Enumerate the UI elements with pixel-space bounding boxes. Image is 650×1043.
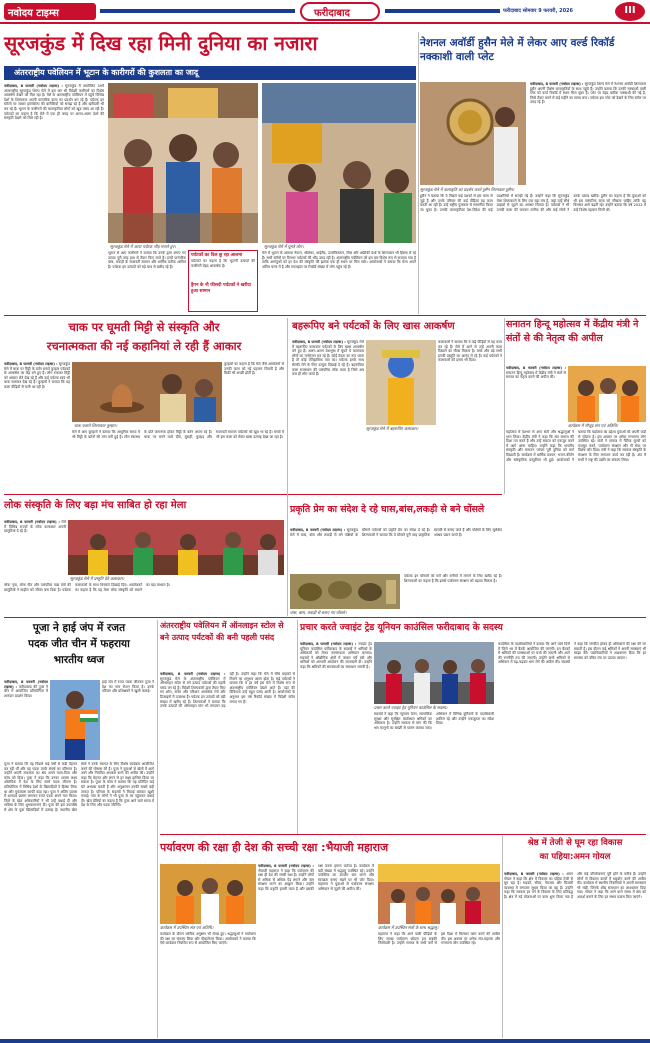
col-rule-1	[418, 32, 419, 314]
lok-headline-box	[4, 497, 284, 517]
puja-body-3: पूजा ने बताया कि वह पिछले कई वर्षों से कड़ी मेहनत कर रही थीं और यह पदक उनके संघर्ष का परिणाम है। उन्होंने अपनी सफलता का श्रेय अपने माता-पिता और कोच को दिया। पूजा ने कहा कि उनका अगला लक्ष्य ओलंपिक में देश के लिए स्वर्ण पदक जीतना है। प्रतियोगिता में विभिन्न देशों के खिलाड़ियों ने हिस्सा लिया था और मुकाबला काफी कड़ा रहा। पूजा ने अंतिम प्रयास में शानदार छलांग लगाकर रजत पदक अपने नाम किया। जिले के खेल अधिकारियों ने भी उन्हें बधाई दी और भविष्य के लिए शुभकामनाएं दीं। पूजा की इस उपलब्धि से क्षेत्र के युवा खिलाड़ियों में उत्साह है। स्थानीय खेल संघों ने उनके स्वागत के लिए विशेष कार्यक्रम आयोजित करने की घोषणा की है। पूजा ने युवाओं से खेलों में आगे आने और नियमित अभ्यास करने की अपील की। उन्होंने कहा कि मेहनत और लगन से हर लक्ष्य हासिल किया जा सकता है। पूजा के कोच ने बताया कि वह प्रतिदिन कई घंटे अभ्यास करती हैं और अनुशासन उनकी सबसे बड़ी ताकत है। परिवार के सदस्यों ने मिठाई बांटकर खुशी मनाई। गांव के लोगों ने भी पूजा के घर पहुंचकर बधाई दी। खेल प्रेमियों का कहना है कि पूजा आने वाले समय में देश के लिए और पदक जीतेंगी।	[4, 762, 154, 812]
paper-name: नवोदय टाइम्स	[8, 8, 59, 19]
masthead	[0, 0, 650, 24]
union-body-1: फरीदाबाद, 8 फरवरी (नवोदय टाइम्स) : ज्वाइंट ट्रेड यूनियन काउंसिल फरीदाबाद के सदस्यों ने श्रमिकों के अधिकारों को लेकर जागरूकता अभियान चलाया। सदस्यों ने औद्योगिक क्षेत्रों में जाकर पर्चे बांटे और श्रमिकों को आगामी आंदोलन की जानकारी दी। उन्होंने कहा कि श्रमिकों की समस्याओं का समाधान जरूरी है।	[300, 642, 372, 669]
lead-subhead: अंतरराष्ट्रीय पवेलियन में भूटान के कारीगरों की कुशलता का जादू	[14, 68, 199, 77]
sanatan-photo	[568, 366, 646, 422]
union-caption: प्रचार करते ज्वाइंट ट्रेड यूनियन काउंसिल के सदस्य।	[374, 705, 448, 710]
chaak-dateline: फरीदाबाद, 8 फरवरी (नवोदय टाइम्स) :	[4, 362, 58, 366]
bahurupiya-dateline: फरीदाबाद, 8 फरवरी (नवोदय टाइम्स) :	[292, 340, 346, 344]
union-dateline: फरीदाबाद, 8 फरवरी (नवोदय टाइम्स) :	[300, 642, 357, 646]
prakriti-headline: प्रकृति प्रेम का संदेश दे रहे घास,बांस,लकड़ी से बने घोंसले	[290, 504, 485, 515]
shreshtha-headline-2: का पहिया:अमन गोयल	[539, 852, 611, 862]
puja-headline-3: भारतीय ध्वज	[53, 654, 105, 666]
union-headline: प्रचार करते ज्वाइंट ट्रेड यूनियन काउंसिल फरीदाबाद के सदस्य	[300, 622, 503, 633]
hussain-headline: नेशनल अवॉर्डी हुसैन मेले में लेकर आए वर्ल्ड रिकॉर्ड नक्काशी वाली प्लेट	[420, 37, 615, 63]
union-photo	[374, 642, 494, 704]
online-headline-box	[160, 620, 295, 670]
puja-photo	[50, 680, 100, 760]
hussain-photo	[420, 82, 526, 185]
lead-box-title: पर्यटकों का दिल छू रहा आलमा	[191, 253, 243, 258]
divider-2	[4, 494, 502, 495]
shreshtha-body: फरीदाबाद, 8 फरवरी (नवोदय टाइम्स) : अमन गोयल ने कहा कि क्षेत्र में विकास का पहिया तेजी से घूम रहा है। सड़कों, सीवर, पेयजल और बिजली व्यवस्था में लगातार सुधार किया जा रहा है। उन्होंने कहा कि सरकार हर वर्ग के विकास के लिए प्रतिबद्ध है। क्षेत्र में नई योजनाओं पर काम शुरू किया गया है और कई परियोजनाएं पूरी होने के करीब हैं। उन्होंने लोगों से विकास कार्यों में सहयोग करने की अपील की। कार्यक्रम में स्थानीय निवासियों ने अपनी समस्याएं भी रखीं, जिनके शीघ्र समाधान का आश्वासन दिया गया। गोयल ने कहा कि आने वाले समय में क्षेत्र को आदर्श बनाने के लिए हर संभव प्रयास किए जाएंगे।	[504, 872, 646, 899]
online-body: फरीदाबाद, 8 फरवरी (नवोदय टाइम्स) : सूरजकुंड मेले के अंतरराष्ट्रीय पवेलियन में ऑनलाइन स्टोल से बने उत्पाद पर्यटकों की पहली पसंद बन रहे हैं। विदेशी शिल्पकारों द्वारा तैयार किए गए शॉल, स्टोल और परिधान आकर्षक रंगों और डिजाइनों में उपलब्ध हैं। पर्यटक इन उत्पादों को बड़ी संख्या में खरीद रहे हैं। शिल्पकारों ने बताया कि उनके उत्पादों की ऑनलाइन मांग भी लगातार बढ़ रही है। उन्होंने कहा कि मेले में सीधे ग्राहकों से मिलने का अनुभव अलग होता है। कई पर्यटकों ने बताया कि वे हर वर्ष इस मेले में विशेष रूप से अंतरराष्ट्रीय पवेलियन देखने आते हैं। यहां की विविधता उन्हें बहुत पसंद आती है। आयोजकों के अनुसार इस वर्ष रिकॉर्ड संख्या में विदेशी स्टॉल लगाए गए हैं।	[160, 672, 295, 709]
sanatan-dateline: फरीदाबाद, 8 फरवरी (नवोदय टाइम्स) :	[506, 366, 566, 370]
bahurupiya-headline: बहरूपिए बने पर्यटकों के लिए खास आकर्षण	[292, 321, 455, 332]
puja-body-2: हाई जंप में रजत पदक जीतकर पूजा ने देश का नाम रोशन किया है। उनके परिवार और प्रशिक्षकों ने खुशी जताई।	[102, 680, 154, 694]
paryavaran-photo-2	[378, 864, 500, 924]
lead-dateline: फरीदाबाद, 8 फरवरी (नवोदय टाइम्स) :	[4, 84, 63, 88]
bahurupiya-photo	[366, 340, 436, 425]
lead-photo-1	[108, 83, 258, 243]
paryavaran-caption-1: कार्यक्रम में उपस्थित संत एवं अतिथि।	[160, 925, 214, 930]
shreshtha-headline-box	[504, 836, 646, 870]
lok-dateline: फरीदाबाद, 8 फरवरी (नवोदय टाइम्स) :	[4, 520, 60, 524]
chaak-caption: चाक चलाते शिल्पकार कुम्हार।	[74, 423, 118, 428]
prakriti-dateline: फरीदाबाद, 8 फरवरी (नवोदय टाइम्स) :	[290, 528, 346, 532]
sanatan-body-1: फरीदाबाद, 8 फरवरी (नवोदय टाइम्स) : सनातन हिन्दू महोत्सव में केंद्रीय मंत्री ने संतों से समाज का नेतृत्व करने की अपील की।	[506, 366, 566, 380]
chaak-photo	[72, 362, 222, 422]
union-headline-box	[300, 620, 646, 638]
chaak-headline-box	[4, 318, 284, 360]
shreshtha-dateline: फरीदाबाद, 8 फरवरी (नवोदय टाइम्स) :	[504, 872, 564, 876]
prakriti-photo	[290, 574, 400, 609]
masthead-stripe-right	[385, 9, 500, 13]
footer-bar	[0, 1039, 650, 1043]
paryavaran-dateline: फरीदाबाद, 8 फरवरी (नवोदय टाइम्स) :	[258, 864, 314, 868]
lead-box-body: पर्यटकों का कहना है कि भूटानी उत्पादों की कारीगरी बेहद आकर्षक है।	[191, 259, 255, 268]
union-body-3: काउंसिल के पदाधिकारियों ने बताया कि आने वाले दिनों में जिले भर में बैठकें आयोजित की जाएंगी। इन बैठकों में श्रमिकों की समस्याओं पर चर्चा की जाएगी और आगे की रणनीति तय की जाएगी। उन्होंने सभी श्रमिकों से अभियान में बढ़-चढ़कर भाग लेने की अपील की। सदस्यों ने कहा कि संगठित होकर ही अधिकारों की रक्षा की जा सकती है। इस दौरान कई श्रमिकों ने अपनी समस्याएं भी साझा कीं। पदाधिकारियों ने आश्वासन दिया कि हर समस्या को उचित मंच पर उठाया जाएगा।	[498, 642, 646, 665]
bahurupiya-body-1: फरीदाबाद, 8 फरवरी (नवोदय टाइम्स) : सूरजकुंड मेले में बहरूपिए कलाकार पर्यटकों के लिए खास आकर्षण बने हुए हैं। अलग-अलग वेशभूषा में घूमते ये कलाकार लोगों का मनोरंजन कर रहे हैं। कोई देवता का रूप धरता है तो कोई ऐतिहासिक पात्र का। पर्यटक इनके साथ सेल्फी लेने के लिए उत्सुक दिखाई दे रहे हैं। बहरूपिया कला राजस्थान की पारंपरिक लोक कला है जिसे अब कम ही लोग करते हैं।	[292, 340, 364, 377]
chaak-body-3: कुम्हारों का कहना है कि मेले जैसे आयोजनों से उनकी कला को नई पहचान मिलती है और बिक्री भी अच्छी होती है।	[224, 362, 284, 376]
hussain-body-1: फरीदाबाद, 8 फरवरी (नवोदय टाइम्स) : सूरजकुंड शिल्प मेले में नेशनल अवॉर्डी शिल्पकार हुसैन अपनी विशेष कलाकृतियों के साथ पहुंचे हैं। उन्होंने बताया कि उनकी नक्काशी वाली प्लेट को वर्ल्ड रिकॉर्ड में स्थान मिल चुका है। प्लेट पर बेहद बारीक नक्काशी की गई है, जिसे तैयार करने में कई महीने का समय लगा। पर्यटक इस प्लेट को देखने के लिए स्टॉल पर उमड़ रहे हैं।	[530, 82, 646, 105]
sanatan-headline: सनातन हिन्दू महोत्सव में केंद्रीय मंत्री ने संतों से की नेतृत्व की अपील	[506, 319, 639, 344]
col-rule-3	[504, 318, 505, 494]
divider-3	[4, 617, 646, 618]
lead-caption-2: सूरजकुंड मेले में घूमते लोग।	[264, 244, 304, 249]
bahurupiya-headline-box	[292, 318, 502, 338]
paryavaran-headline-box	[160, 836, 500, 862]
lok-body-2: लोक नृत्य, लोक गीत और पारंपरिक वाद्य यंत्रों की प्रस्तुतियों ने माहौल को जीवंत बना दिया है। पर्यटक कलाकारों के साथ थिरकते दिखाई दिए। आयोजकों का कहना है कि यह मेला लोक संस्कृति को बचाने का बड़ा माध्यम है।	[4, 583, 170, 592]
prakriti-headline-box	[290, 497, 502, 527]
lead-body-col1: फरीदाबाद, 8 फरवरी (नवोदय टाइम्स) : सूरजकुंड में आयोजित 39वें अंतरराष्ट्रीय सूरजकुंड शिल्प मेले में इस बार भी विदेशी कारीगरों का विशेष आकर्षण देखने को मिल रहा है। मेले के अंतरराष्ट्रीय पवेलियन में पहुंचे विभिन्न देशों के शिल्पकार अपनी पारंपरिक कला का प्रदर्शन कर रहे हैं। पर्यटक इन स्टॉलों पर जाकर हस्तशिल्प की बारीकियों को समझ रहे हैं और खरीदारी भी कर रहे हैं। भूटान के कारीगरों की कलाकृतियां लोगों को खूब पसंद आ रही हैं। पर्यटकों का कहना है कि मेले में एक ही जगह पर अलग-अलग देशों की संस्कृति देखने को मिल रही है।	[4, 84, 104, 121]
lok-photo	[68, 520, 284, 575]
lead-body-col3: मेले में भूटान के अलावा नेपाल, श्रीलंका, थाईलैंड, उज्बेकिस्तान, मिस्र और अफ्रीकी देशों के शिल्पकार भी हिस्सा ले रहे हैं। सभी स्टॉलों पर दिनभर पर्यटकों की भीड़ उमड़ रही है। अंतरराष्ट्रीय पवेलियन को इस बार विशेष रूप से सजाया गया है ताकि आगंतुकों को हर देश की संस्कृति की झलक एक ही स्थान पर मिल सके। आयोजकों ने बताया कि मेला अपने अंतिम चरण में है और सप्ताहांत पर रिकॉर्ड संख्या में लोग पहुंच रहे हैं।	[262, 251, 416, 269]
chaak-body-2: मेले में आए कुम्हारों ने बताया कि आधुनिक समय में भी मिट्टी के बर्तनों की मांग बनी हुई है। लोग स्वास्थ्य के प्रति जागरूक होकर मिट्टी के बर्तन अपना रहे हैं। चाक पर बनने वाले दीये, सुराही, कुल्हड़ और सजावटी सामान पर्यटकों को खूब भा रहे हैं। बच्चों में भी इस कला को लेकर खास उत्साह देखा जा रहा है।	[72, 430, 284, 439]
hussain-dateline: फरीदाबाद, 8 फरवरी (नवोदय टाइम्स) :	[530, 82, 584, 86]
bahurupiya-caption: सूरजकुंड मेले में बहरूपिए कलाकार।	[366, 426, 419, 431]
page-number: III	[624, 5, 636, 16]
puja-headline-2: पदक जीत चीन में फहराया	[28, 638, 130, 650]
chaak-body-1: फरीदाबाद, 8 फरवरी (नवोदय टाइम्स) : सूरजकुंड मेले में चाक पर मिट्टी के बर्तन बनाते कुम्हार पर्यटकों के आकर्षण का केंद्र बने हुए हैं। लोग रुककर मिट्टी को आकार लेते देख रहे हैं और कई पर्यटक स्वयं भी चाक चलाकर देख रहे हैं। कुम्हारों ने बताया कि यह कला पीढ़ियों से चली आ रही है।	[4, 362, 70, 389]
lok-caption: सूरजकुंड मेले में प्रस्तुति देते कलाकार।	[70, 576, 125, 581]
dateline: फरीदाबाद सोमवार 9 फरवरी, 2026	[503, 8, 574, 14]
paryavaran-photo-1	[160, 864, 256, 924]
lok-headline: लोक संस्कृति के लिए बड़ा मंच साबित हो रहा मेला	[4, 500, 187, 511]
paryavaran-caption-2: कार्यक्रम में उपस्थित संतों के साथ श्रद्धालु।	[378, 925, 439, 930]
prakriti-caption: घास, बांस, लकड़ी से बनाए गए घोंसले।	[290, 610, 347, 615]
paryavaran-body-2: कार्यक्रम के दौरान धार्मिक अनुष्ठान भी संपन्न हुए। श्रद्धालुओं ने पर्यावरण की रक्षा का संकल्प लिया और पौधारोपण किया। आयोजकों ने बताया कि ऐसे कार्यक्रम नियमित रूप से आयोजित किए जाएंगे।	[160, 932, 256, 946]
sanatan-headline-box	[506, 318, 646, 364]
sanatan-caption: कार्यक्रम में मौजूद संत एवं अतिथि।	[568, 423, 619, 428]
puja-dateline: फरीदाबाद, 8 फरवरी (नवोदय टाइम्स) :	[4, 680, 48, 689]
paryavaran-headline: पर्यावरण की रक्षा ही देश की सच्ची रक्षा :भैयाजी महाराज	[160, 841, 389, 854]
lead-box-title-2: ड्रैगन के नौ फीसदी पर्यटकों ने खरीदा हुआ सामान	[191, 283, 251, 294]
prakriti-body-1: फरीदाबाद, 8 फरवरी (नवोदय टाइम्स) : सूरजकुंड मेले में घास, बांस और लकड़ी से बने पक्षियों के घोंसले पर्यटकों को प्रकृति प्रेम का संदेश दे रहे हैं। शिल्पकारों ने बताया कि ये घोंसले पूरी तरह प्राकृतिक सामग्री से बनाए जाते हैं और पक्षियों के लिए सुरक्षित आश्रय प्रदान करते हैं।	[290, 528, 502, 537]
hussain-caption: सूरजकुंड मेले में कलाकृति का प्रदर्शन करते हुसैन शिल्पकार हुसैन।	[420, 187, 515, 192]
paryavaran-body-1: फरीदाबाद, 8 फरवरी (नवोदय टाइम्स) : भैयाजी महाराज ने कहा कि पर्यावरण की रक्षा ही देश की सच्ची रक्षा है। उन्होंने लोगों से अधिक से अधिक पेड़ लगाने और जल संरक्षण करने का आह्वान किया। उन्होंने कहा कि प्रकृति हमारी माता है और इसकी रक्षा करना हमारा कर्तव्य है। कार्यक्रम में बड़ी संख्या में श्रद्धालु उपस्थित रहे। उन्होंने प्लास्टिक का उपयोग कम करने और स्वच्छता बनाए रखने पर भी जोर दिया। महाराज ने युवाओं से पर्यावरण संरक्षण अभियान से जुड़ने की अपील की।	[258, 864, 374, 891]
online-dateline: फरीदाबाद, 8 फरवरी (नवोदय टाइम्स) :	[160, 672, 226, 676]
lok-body-1: फरीदाबाद, 8 फरवरी (नवोदय टाइम्स) : मेले में विभिन्न राज्यों के लोक कलाकार अपनी प्रस्तुतियां दे रहे हैं।	[4, 520, 66, 534]
lead-photo-2	[262, 83, 416, 243]
chaak-headline-2: रचनात्मकता की नई कहानियां ले रही हैं आकार	[46, 339, 242, 353]
masthead-stripe	[100, 9, 295, 13]
lead-caption-1: सूरजकुंड मेले में आया पर्यटक भीड़ मनाते हुए।	[110, 244, 176, 249]
col-rule-5	[297, 620, 298, 834]
hussain-headline-box	[420, 36, 646, 80]
lead-headline: सूरजकुंड में दिख रहा मिनी दुनिया का नजारा	[4, 32, 318, 55]
col-rule-2	[287, 318, 288, 616]
union-body-2: सदस्यों ने कहा कि न्यूनतम वेतन, सामाजिक सुरक्षा और सुरक्षित कार्यस्थल श्रमिकों का अधिकार है। उन्होंने सरकार से मांग की कि श्रम कानूनों का सख्ती से पालन कराया जाए। अभियान में विभिन्न यूनियनों के पदाधिकारी शामिल रहे और उन्होंने एकजुटता का संदेश दिया।	[374, 712, 494, 730]
hussain-body-2: हुसैन ने बताया कि वे पिछले कई दशकों से इस कला से जुड़े हैं और उनके परिवार की कई पीढ़ियां यह काम करती आ रही हैं। उन्हें राष्ट्रीय पुरस्कार से सम्मानित किया जा चुका है। उनकी कलाकृतियां देश-विदेश की कई प्रदर्शनियों में सराही गई हैं। उन्होंने कहा कि सूरजकुंड मेला शिल्पकारों के लिए एक बड़ा मंच है, जहां उन्हें सीधे ग्राहकों से जुड़ने का अवसर मिलता है। पर्यटकों ने भी उनकी कला की जमकर तारीफ की और कई लोगों ने उनके उत्पाद खरीदे। हुसैन का कहना है कि युवाओं को भी इस पारंपरिक कला को सीखना चाहिए ताकि यह विरासत आगे बढ़ती रहे। उन्होंने बताया कि वर्ष 2022 में उन्हें विशेष पहचान मिली थी।	[420, 194, 646, 212]
prakriti-body-2: पर्यटक इन घोंसलों को घरों और बगीचों में लगाने के लिए खरीद रहे हैं। शिल्पकारों का कहना है कि इससे पर्यावरण संरक्षण को बढ़ावा मिलता है।	[404, 574, 502, 583]
puja-body-1: फरीदाबाद, 8 फरवरी (नवोदय टाइम्स) : फरीदाबाद की पूजा ने चीन में आयोजित प्रतियोगिता में शानदार प्रदर्शन किया।	[4, 680, 48, 698]
bahurupiya-body-2: कलाकारों ने बताया कि वे कई पीढ़ियों से यह काम कर रहे हैं। मेले में आने से उन्हें अपनी कला दिखाने का मौका मिलता है। बच्चे और बड़े सभी इनकी प्रस्तुति का आनंद ले रहे हैं। कई पर्यटकों ने कलाकारों को इनाम भी दिया।	[438, 340, 502, 363]
puja-headline-1: पूजा ने हाई जंप में रजत	[32, 622, 126, 634]
paryavaran-body-3: महाराज ने कहा कि आने वाली पीढ़ियों के लिए स्वच्छ पर्यावरण छोड़ना हम सबकी जिम्मेदारी है। उन्होंने समाज के सभी वर्गों से इस दिशा में मिलकर काम करने की अपील की। इस अवसर पर अनेक संत-महात्मा और गणमान्य लोग उपस्थित रहे।	[378, 932, 500, 946]
col-rule-4	[157, 620, 158, 1038]
divider-4	[160, 834, 646, 835]
sanatan-body-2: महोत्सव में देशभर से आए संतों और श्रद्धालुओं ने भाग लिया। केंद्रीय मंत्री ने कहा कि संत समाज की दिशा तय करते हैं और उन्हें समाज को एकजुट करने में आगे आना चाहिए। उन्होंने कहा कि भारतीय संस्कृति और सनातन परंपरा पूरी दुनिया को मार्ग दिखाती है। कार्यक्रम में धार्मिक प्रवचन, भजन-कीर्तन और सांस्कृतिक प्रस्तुतियां भी हुईं। आयोजकों ने बताया कि महोत्सव का उद्देश्य युवाओं को अपनी जड़ों से जोड़ना है। इस अवसर पर अनेक गणमान्य लोग उपस्थित रहे। संतों ने समाज में नैतिक मूल्यों को मजबूत करने, पर्यावरण संरक्षण और गौ सेवा पर विशेष जोर दिया। मंत्री ने कहा कि सरकार संस्कृति के संरक्षण के लिए लगातार कार्य कर रही है। अंत में सभी ने राष्ट्र की उन्नति का संकल्प लिया।	[506, 430, 646, 462]
online-headline: अंतरराष्ट्रीय पवेलियन में ऑनलाइन स्टोल से बने उत्पाद पर्यटकों की बनी पहली पसंद	[160, 621, 284, 642]
lead-body-col2: भूटान से आए कारीगरों ने बताया कि उनके द्वारा बनाए गए उत्पाद पूरी तरह हाथ से तैयार किए जाते हैं। इनमें पारंपरिक वस्त्र, लकड़ी के सजावटी सामान और धार्मिक प्रतीक शामिल हैं। पर्यटक इन उत्पादों को बड़े चाव से खरीद रहे हैं।	[108, 251, 186, 269]
col-rule-6	[502, 836, 503, 1038]
shreshtha-headline-1: श्रेष्ठ में तेजी से घूम रहा विकास	[527, 838, 623, 848]
chaak-headline-1: चाक पर घूमती मिट्टी से संस्कृति और	[68, 320, 220, 334]
city-name: फरीदाबाद	[314, 8, 350, 19]
lead-box	[188, 250, 258, 312]
divider-1	[4, 315, 646, 316]
puja-headline-box	[4, 620, 154, 676]
